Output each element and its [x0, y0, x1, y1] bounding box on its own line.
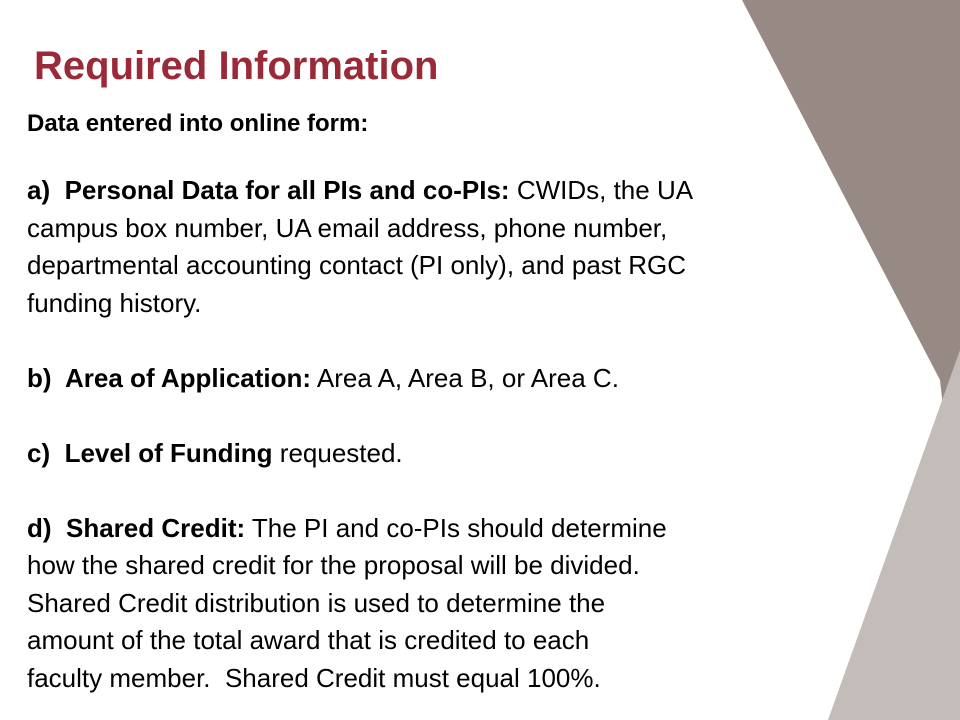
item-d-text-5: faculty member. Shared Credit must equal 100%. — [27, 662, 601, 693]
item-d-text-3: Shared Credit distribution is used to determine the — [27, 587, 606, 618]
spacer — [27, 397, 887, 435]
spacer — [27, 322, 887, 360]
item-c-line — [27, 435, 887, 473]
item-a-text-3: departmental accounting contact (PI only), and past RGC — [27, 250, 687, 280]
item-d-line-1 — [27, 510, 887, 548]
item-area-of-application — [27, 360, 887, 398]
item-level-of-funding — [27, 435, 887, 473]
item-a-line-1 — [27, 172, 887, 210]
item-personal-data — [27, 172, 887, 322]
item-c-text: requested. — [272, 437, 403, 468]
item-a-label: a) Personal Data for all PIs and co-PIs: — [27, 175, 510, 205]
item-d-label: d) Shared Credit: — [27, 512, 246, 543]
item-b-line — [27, 360, 887, 398]
slide-subtitle: Data entered into online form: — [27, 110, 369, 137]
item-b-text: Area A, Area B, or Area C. — [311, 362, 619, 393]
item-d-text-1: The PI and co-PIs should determine — [245, 512, 667, 543]
item-b-label: b) Area of Application: — [27, 362, 312, 393]
slide-title: Required Information — [34, 44, 439, 88]
item-shared-credit — [27, 510, 887, 698]
item-c-label: c) Level of Funding — [27, 437, 273, 468]
item-a-text-2: campus box number, UA email address, phone number, — [27, 212, 668, 243]
item-d-text-2: how the shared credit for the proposal will be divided. — [27, 550, 640, 580]
spacer — [27, 472, 887, 510]
item-a-text-4: funding history. — [27, 287, 202, 318]
requirements-list — [27, 172, 887, 697]
item-d-text-4: amount of the total award that is credited to each — [27, 625, 590, 655]
item-a-text-1: CWIDs, the UA — [509, 175, 694, 205]
